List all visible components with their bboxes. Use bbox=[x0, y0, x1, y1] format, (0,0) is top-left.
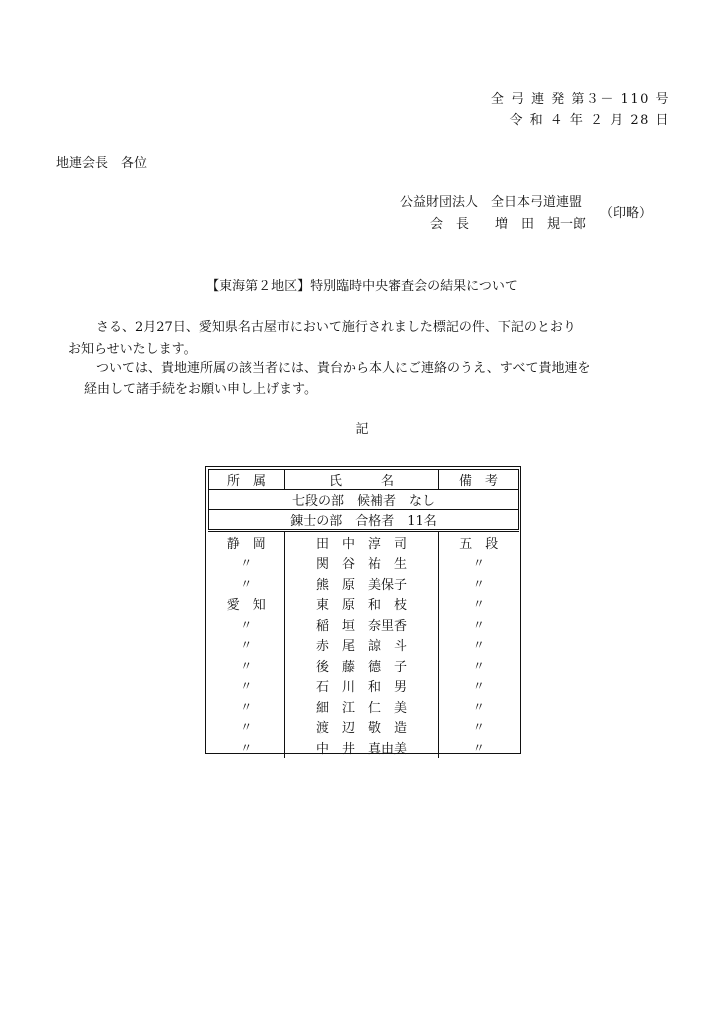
table-row bbox=[209, 594, 519, 615]
member-name: 稲 垣 奈里香 bbox=[285, 614, 439, 635]
member-name: 細 江 仁 美 bbox=[285, 696, 439, 717]
sender-name: 会 長 増 田 規一郎 bbox=[430, 217, 587, 232]
member-affiliation: 静 岡 bbox=[226, 536, 266, 552]
member-remarks: 〃 bbox=[472, 658, 485, 673]
member-affiliation: 〃 bbox=[240, 617, 253, 632]
table-row bbox=[209, 655, 519, 676]
member-name: 中 井 真由美 bbox=[285, 737, 439, 758]
member-name: 後 藤 德 子 bbox=[285, 655, 439, 676]
member-remarks: 〃 bbox=[472, 556, 485, 571]
header-name: 氏 名 bbox=[285, 470, 439, 490]
section-renshi-label: 錬士の部 合格者 11名 bbox=[209, 510, 519, 531]
table-row bbox=[209, 553, 519, 574]
table-row bbox=[209, 614, 519, 635]
body-paragraph-2-line-1: ついては、貴地連所属の該当者には、貴台から本人にご連絡のうえ、すべて貴地連を bbox=[96, 361, 591, 376]
member-remarks: 〃 bbox=[472, 617, 485, 632]
member-affiliation: 〃 bbox=[240, 679, 253, 694]
sender-organization: 公益財団法人 全日本弓道連盟 bbox=[400, 195, 583, 210]
table-row bbox=[209, 717, 519, 738]
table-row bbox=[209, 573, 519, 594]
body-paragraph-2-line-2: 経由して諸手続をお願い申し上げます。 bbox=[84, 382, 317, 397]
member-affiliation: 〃 bbox=[240, 720, 253, 735]
document-date: 令 和 ４ 年 ２ 月 28 日 bbox=[509, 113, 670, 128]
section-row-renshi bbox=[209, 510, 519, 531]
member-name: 赤 尾 諒 斗 bbox=[285, 635, 439, 656]
table-row bbox=[209, 737, 519, 758]
member-remarks: 〃 bbox=[472, 720, 485, 735]
table-row bbox=[209, 696, 519, 717]
table-header-row bbox=[209, 470, 519, 490]
member-remarks: 〃 bbox=[472, 679, 485, 694]
member-remarks: 〃 bbox=[472, 699, 485, 714]
member-name: 熊 原 美保子 bbox=[285, 573, 439, 594]
member-remarks: 〃 bbox=[472, 638, 485, 653]
document-number: 全 弓 連 発 第３－ 110 号 bbox=[490, 92, 670, 107]
member-name: 東 原 和 枝 bbox=[285, 594, 439, 615]
member-affiliation: 〃 bbox=[240, 740, 253, 755]
member-remarks: 〃 bbox=[472, 740, 485, 755]
seal-note: （印略） bbox=[600, 206, 653, 221]
table-row bbox=[209, 676, 519, 697]
member-remarks: 〃 bbox=[472, 576, 485, 591]
member-remarks: 五 段 bbox=[459, 536, 499, 552]
member-remarks: 〃 bbox=[472, 597, 485, 612]
member-affiliation: 〃 bbox=[240, 658, 253, 673]
header-remarks: 備 考 bbox=[439, 470, 519, 490]
results-table-frame bbox=[205, 466, 521, 757]
member-affiliation: 〃 bbox=[240, 576, 253, 591]
ki-heading: 記 bbox=[355, 422, 369, 437]
section-7dan-label: 七段の部 候補者 なし bbox=[209, 490, 519, 510]
header-affiliation: 所 属 bbox=[209, 470, 285, 490]
body-paragraph-1-line-2: お知らせいたします。 bbox=[68, 342, 197, 357]
member-name: 関 谷 祐 生 bbox=[285, 553, 439, 574]
member-name: 田 中 淳 司 bbox=[285, 531, 439, 553]
body-paragraph-1-line-1: さる、2月27日、愛知県名古屋市において施行されました標記の件、下記のとおり bbox=[96, 320, 576, 335]
section-row-7dan bbox=[209, 490, 519, 510]
table-row bbox=[209, 635, 519, 656]
member-name: 渡 辺 敬 造 bbox=[285, 717, 439, 738]
member-name: 石 川 和 男 bbox=[285, 676, 439, 697]
results-table bbox=[208, 469, 519, 758]
document-subject: 【東海第２地区】特別臨時中央審査会の結果について bbox=[206, 279, 518, 294]
member-affiliation: 〃 bbox=[240, 699, 253, 714]
addressee: 地連会長 各位 bbox=[56, 156, 148, 171]
member-affiliation: 〃 bbox=[240, 638, 253, 653]
table-row bbox=[209, 531, 519, 553]
member-affiliation: 愛 知 bbox=[226, 598, 266, 614]
member-affiliation: 〃 bbox=[240, 556, 253, 571]
